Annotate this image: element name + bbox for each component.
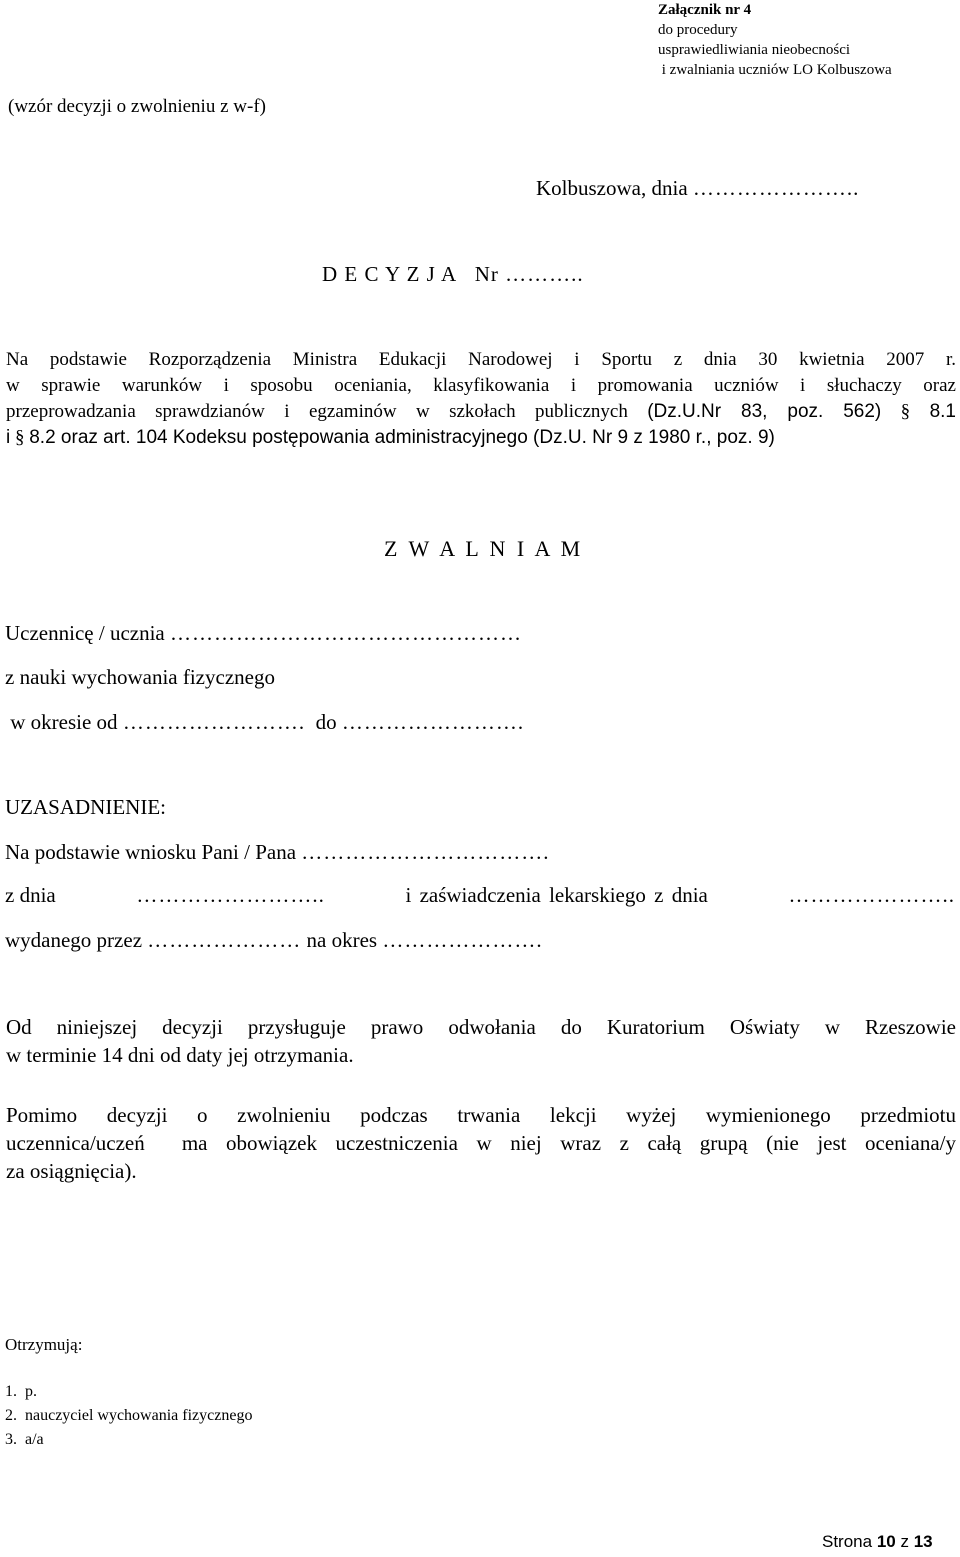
legal-text: przeprowadzania sprawdzianów i egzaminów w szkołach publicznych [6,401,628,422]
section-sign: § [900,401,911,422]
legal-basis [6,347,956,451]
legal-text: 8.2 oraz art. 104 Kodeksu postępowania administracyjnego (Dz.U. Nr 9 z 1980 r., poz. 9) [29,427,775,448]
appeal-paragraph [6,1013,956,1069]
annex-title: Załącznik nr 4 [658,2,752,18]
period-line [5,710,524,735]
page-current: 10 [876,1532,896,1551]
student-label: Uczennicę / ucznia [5,621,165,645]
annex-line: i zwalniania uczniów LO Kolbuszowa [658,62,892,78]
subject-line: z nauki wychowania fizycznego [5,665,275,689]
issued-period-placeholder: …………………. [382,928,543,952]
model-note: (wzór decyzji o zwolnieniu z w-f) [8,96,266,117]
issued-label: wydanego przez [5,928,143,952]
legal-line: Na podstawie Rozporządzenia Ministra Edukacji Narodowej i Sportu z dnia 30 kwietnia 2007 r. [6,349,956,370]
period-to-label: do [310,710,337,734]
appeal-line: Od niniejszej decyzji przysługuje prawo odwołania do Kuratorium Oświaty w Rzeszowie [6,1015,956,1039]
period-from-placeholder: ……………………. [122,710,306,734]
period-from-label: w okresie od [5,710,118,734]
decision-title-label: D E C Y Z J A Nr [322,262,499,286]
student-placeholder: ………………………………………… [170,621,522,645]
recipient-item: 1. p. [5,1383,37,1400]
legal-citation: (Dz.U.Nr 83, poz. 562) [647,401,882,422]
recipients-heading: Otrzymują: [5,1335,83,1354]
student-line [5,621,522,646]
cert-date-label: z dnia [5,883,56,907]
page-number [822,1532,933,1552]
legal-line [6,399,956,425]
date-label: Kolbuszowa, dnia [536,176,688,200]
recipients-list [5,1380,252,1452]
legal-text: i [6,427,11,448]
obligation-line: uczennica/uczeń ma obowiązek uczestniczenia w niej wraz z całą grupą (nie jest oceniana/y [6,1131,956,1155]
cert-date-placeholder: …………………….. [136,883,325,907]
date-placeholder: ………………….. [692,176,860,200]
recipient-item: 3. a/a [5,1431,44,1448]
cert-issue-date-placeholder: ………………….. [788,883,955,907]
decision-number-placeholder: ……….. [505,262,584,286]
annex-header [658,0,892,80]
obligation-line: za osiągnięcia). [6,1159,137,1183]
legal-paragraph: 8.1 [929,401,956,422]
issued-by-placeholder: ………………… [147,928,302,952]
request-label: Na podstawie wniosku Pani / Pana [5,840,297,864]
justification-heading: UZASADNIENIE: [5,795,166,819]
period-to-placeholder: ……………………. [341,710,525,734]
cert-label: i zaświadczenia lekarskiego z dnia [405,883,708,907]
legal-line [6,425,956,451]
page-total: 13 [913,1532,933,1551]
decision-word: Z W A L N I A M [384,536,584,561]
issued-period-label: na okres [306,928,378,952]
legal-line: w sprawie warunków i sposobu oceniania, klasyfikowania i promowania uczniów i słuchaczy oraz [6,375,956,396]
page-sep: z [900,1532,909,1551]
page-label: Strona [822,1532,873,1551]
request-placeholder: ……………………………. [301,840,550,864]
obligation-line: Pomimo decyzji o zwolnieniu podczas trwania lekcji wyżej wymienionego przedmiotu [6,1103,956,1127]
certificate-line [5,883,955,908]
appeal-line: w terminie 14 dni od daty jej otrzymania. [6,1043,354,1067]
annex-line: do procedury [658,22,738,38]
decision-title [322,262,584,287]
obligation-paragraph [6,1101,956,1185]
recipient-item: 2. nauczyciel wychowania fizycznego [5,1407,253,1424]
issued-line [5,928,543,953]
annex-line: usprawiedliwiania nieobecności [658,42,851,58]
date-line [536,176,859,201]
section-sign: § [14,427,25,448]
request-line [5,840,550,865]
